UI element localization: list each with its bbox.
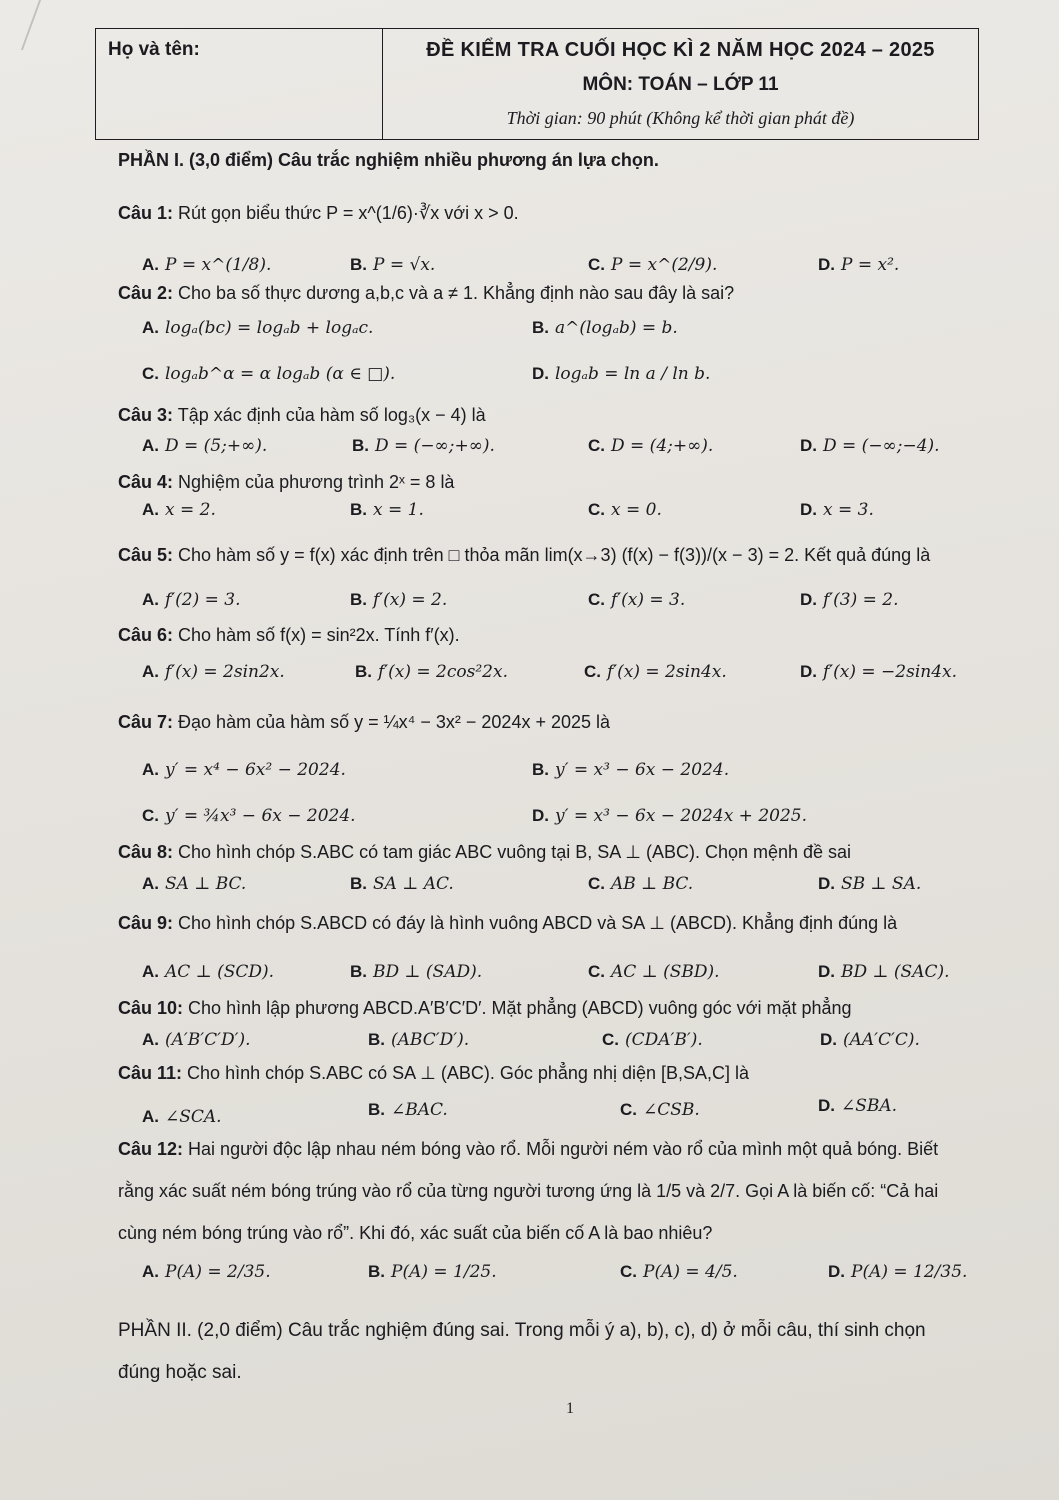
q10-option-d[interactable]: D. (AA′C′C).	[820, 1030, 920, 1050]
paper-fold-mark	[21, 0, 71, 50]
option-letter: A.	[142, 760, 159, 779]
option-letter: D.	[532, 364, 549, 383]
q7-option-b[interactable]: B. y′ = x³ − 6x − 2024.	[532, 760, 730, 780]
q6-option-d[interactable]: D. f′(x) = −2sin4x.	[800, 662, 958, 682]
part1-heading: PHẦN I. (3,0 điểm) Câu trắc nghiệm nhiều phương án lựa chọn.	[118, 150, 659, 170]
q2-option-d[interactable]: D. logₐb = ln a / ln b.	[532, 364, 711, 384]
q6-option-b[interactable]: B. f′(x) = 2cos²2x.	[355, 662, 508, 682]
option-letter: D.	[800, 436, 817, 455]
exam-subject: MÔN: TOÁN – LỚP 11	[582, 74, 779, 95]
option-letter: A.	[142, 1262, 159, 1281]
question-label: Câu 1:	[118, 203, 174, 223]
exam-header	[95, 28, 979, 140]
q6-option-a[interactable]: A. f′(x) = 2sin2x.	[142, 662, 285, 682]
option-letter: B.	[532, 760, 549, 779]
q4-option-d[interactable]: D. x = 3.	[800, 500, 874, 520]
q10-option-a[interactable]: A. (A′B′C′D′).	[142, 1030, 251, 1050]
option-letter: C.	[588, 255, 605, 274]
option-letter: B.	[350, 874, 367, 893]
option-letter: A.	[142, 500, 159, 519]
option-letter: D.	[800, 590, 817, 609]
option-letter: D.	[818, 1096, 835, 1115]
question-9: Câu 9: Cho hình chóp S.ABCD có đáy là hình vuông ABCD và SA ⊥ (ABCD). Khẳng định đúng là	[118, 913, 898, 933]
option-letter: C.	[620, 1100, 637, 1119]
q9-option-d[interactable]: D. BD ⊥ (SAC).	[818, 962, 950, 982]
question-4: Câu 4: Nghiệm của phương trình 2ˣ = 8 là	[118, 472, 455, 492]
option-letter: A.	[142, 436, 159, 455]
q9-option-b[interactable]: B. BD ⊥ (SAD).	[350, 962, 483, 982]
q12-option-c[interactable]: C. P(A) = 4/5.	[620, 1262, 738, 1282]
option-letter: B.	[350, 255, 367, 274]
option-letter: C.	[588, 874, 605, 893]
option-letter: D.	[818, 874, 835, 893]
question-1	[118, 203, 978, 224]
option-letter: C.	[620, 1262, 637, 1281]
page-number: 1	[566, 1400, 574, 1417]
q8-option-b[interactable]: B. SA ⊥ AC.	[350, 874, 454, 894]
q8-option-d[interactable]: D. SB ⊥ SA.	[818, 874, 922, 894]
option-letter: B.	[350, 590, 367, 609]
option-letter: B.	[355, 662, 372, 681]
q11-option-b[interactable]: B. ∠BAC.	[368, 1100, 448, 1120]
question-7: Câu 7: Đạo hàm của hàm số y = ¼x⁴ − 3x² − 2024x + 2025 là	[118, 712, 611, 732]
option-letter: C.	[142, 364, 159, 383]
option-letter: B.	[350, 962, 367, 981]
student-name-label: Họ và tên:	[96, 29, 383, 139]
option-letter: D.	[828, 1262, 845, 1281]
q11-option-a[interactable]: A. ∠SCA.	[142, 1107, 222, 1127]
option-letter: C.	[588, 590, 605, 609]
option-letter: C.	[584, 662, 601, 681]
option-letter: D.	[818, 255, 835, 274]
q6-option-c[interactable]: C. f′(x) = 2sin4x.	[584, 662, 727, 682]
question-6: Câu 6: Cho hàm số f(x) = sin²2x. Tính f′(x).	[118, 625, 460, 645]
option-letter: D.	[800, 500, 817, 519]
question-11: Câu 11: Cho hình chóp S.ABC có SA ⊥ (ABC). Góc phẳng nhị diện [B,SA,C] là	[118, 1063, 750, 1083]
q7-option-c[interactable]: C. y′ = ¾x³ − 6x − 2024.	[142, 806, 356, 826]
q12-option-a[interactable]: A. P(A) = 2/35.	[142, 1262, 271, 1282]
q12-option-b[interactable]: B. P(A) = 1/25.	[368, 1262, 497, 1282]
option-letter: B.	[532, 318, 549, 337]
exam-title: ĐỀ KIỂM TRA CUỐI HỌC KÌ 2 NĂM HỌC 2024 – 2025	[426, 39, 935, 61]
option-letter: D.	[818, 962, 835, 981]
q11-option-c[interactable]: C. ∠CSB.	[620, 1100, 700, 1120]
q7-option-d[interactable]: D. y′ = x³ − 6x − 2024x + 2025.	[532, 806, 807, 826]
exam-duration: Thời gian: 90 phút (Không kể thời gian phát đề)	[506, 108, 855, 128]
option-letter: C.	[588, 962, 605, 981]
option-letter: A.	[142, 662, 159, 681]
option-letter: A.	[142, 874, 159, 893]
q9-option-c[interactable]: C. AC ⊥ (SBD).	[588, 962, 720, 982]
q4-option-a[interactable]: A. x = 2.	[142, 500, 216, 520]
q2-option-a[interactable]: A. logₐ(bc) = logₐb + logₐc.	[142, 318, 374, 338]
q2-option-b[interactable]: B. a^(logₐb) = b.	[532, 318, 678, 338]
option-letter: B.	[368, 1262, 385, 1281]
q5-option-d[interactable]: D. f′(3) = 2.	[800, 590, 899, 610]
q5-option-b[interactable]: B. f′(x) = 2.	[350, 590, 448, 610]
option-letter: A.	[142, 590, 159, 609]
q1-option-b[interactable]: B. P = √x.	[350, 255, 436, 275]
option-letter: C.	[588, 436, 605, 455]
q10-option-b[interactable]: B. (ABC′D′).	[368, 1030, 470, 1050]
q9-option-a[interactable]: A. AC ⊥ (SCD).	[142, 962, 275, 982]
q2-option-c[interactable]: C. logₐb^α = α logₐb (α ∈ □).	[142, 364, 396, 384]
q4-option-c[interactable]: C. x = 0.	[588, 500, 662, 520]
question-3: Câu 3: Tập xác định của hàm số log₃(x − 4) là	[118, 405, 486, 425]
q10-option-c[interactable]: C. (CDA′B′).	[602, 1030, 703, 1050]
q5-option-a[interactable]: A. f′(2) = 3.	[142, 590, 241, 610]
q1-option-a[interactable]: A. P = x^(1/8).	[142, 255, 272, 275]
q3-option-a[interactable]: A. D = (5;+∞).	[142, 436, 268, 456]
q3-option-c[interactable]: C. D = (4;+∞).	[588, 436, 714, 456]
q8-option-a[interactable]: A. SA ⊥ BC.	[142, 874, 247, 894]
question-10: Câu 10: Cho hình lập phương ABCD.A′B′C′D′. Mặt phẳng (ABCD) vuông góc với mặt phẳng	[118, 998, 852, 1018]
part2-heading: PHẦN II. (2,0 điểm) Câu trắc nghiệm đúng sai. Trong mỗi ý a), b), c), d) ở mỗi câu, thí sinh chọn đúng hoặc sai.	[118, 1320, 926, 1383]
option-letter: C.	[588, 500, 605, 519]
q7-option-a[interactable]: A. y′ = x⁴ − 6x² − 2024.	[142, 760, 346, 780]
q3-option-d[interactable]: D. D = (−∞;−4).	[800, 436, 940, 456]
option-letter: A.	[142, 962, 159, 981]
question-text: Rút gọn biểu thức P = x^(1/6)·∛x với x > 0.	[178, 203, 519, 223]
q3-option-b[interactable]: B. D = (−∞;+∞).	[352, 436, 495, 456]
option-letter: A.	[142, 1030, 159, 1049]
q8-option-c[interactable]: C. AB ⊥ BC.	[588, 874, 694, 894]
question-12: Câu 12: Hai người độc lập nhau ném bóng vào rổ. Mỗi người ném vào rổ của mình một quả bóng. Biết rằng xác suất ném bóng trúng vào rổ của từng người tương ứng là 1/5 và 2/7. Gọi A là biến cố: “Cả hai cùng ném bóng trúng vào rổ”. Khi đó, xác suất của biến cố A là bao nhiêu?	[118, 1139, 939, 1243]
option-letter: C.	[142, 806, 159, 825]
q11-option-d[interactable]: D. ∠SBA.	[818, 1096, 898, 1116]
option-letter: A.	[142, 255, 159, 274]
question-8: Câu 8: Cho hình chóp S.ABC có tam giác ABC vuông tại B, SA ⊥ (ABC). Chọn mệnh đề sai	[118, 842, 852, 862]
question-5: Câu 5: Cho hàm số y = f(x) xác định trên □ thỏa mãn lim(x→3) (f(x) − f(3))/(x − 3) = 2. Kết quả đúng là	[118, 545, 931, 565]
q1-option-c[interactable]: C. P = x^(2/9).	[588, 255, 718, 275]
option-letter: D.	[532, 806, 549, 825]
q12-option-d[interactable]: D. P(A) = 12/35.	[828, 1262, 968, 1282]
option-letter: D.	[800, 662, 817, 681]
q4-option-b[interactable]: B. x = 1.	[350, 500, 424, 520]
exam-info	[383, 29, 978, 139]
option-letter: A.	[142, 1107, 159, 1126]
option-letter: D.	[820, 1030, 837, 1049]
option-letter: B.	[350, 500, 367, 519]
option-letter: B.	[368, 1030, 385, 1049]
q1-option-d[interactable]: D. P = x².	[818, 255, 900, 275]
option-letter: A.	[142, 318, 159, 337]
question-2: Câu 2: Cho ba số thực dương a,b,c và a ≠ 1. Khẳng định nào sau đây là sai?	[118, 283, 735, 303]
option-letter: C.	[602, 1030, 619, 1049]
q5-option-c[interactable]: C. f′(x) = 3.	[588, 590, 686, 610]
option-letter: B.	[352, 436, 369, 455]
option-letter: B.	[368, 1100, 385, 1119]
